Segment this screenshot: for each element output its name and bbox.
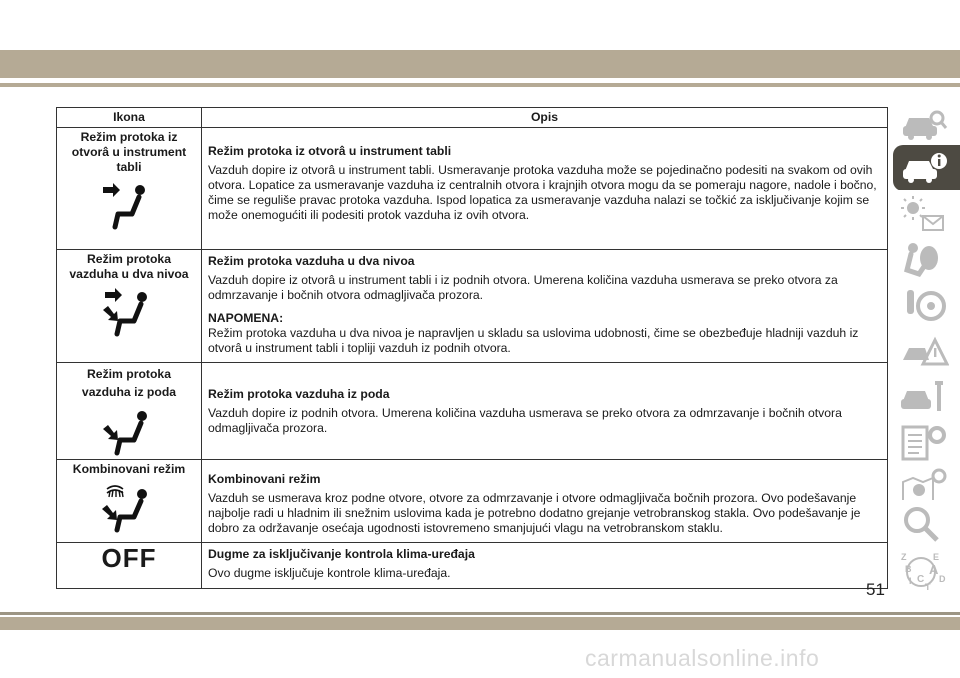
tab-search[interactable] (893, 500, 960, 546)
index-letter: C (917, 574, 925, 585)
row-text: Vazduh dopire iz otvorâ u instrument tabli. Usmeravanje protoka vazduha može se pojedinačno podesiti na svakom od ovih otvora. Lopatice za usmeravanje vazduha iz centralnih otvora i krajnjih otvora mogu da se pomeraju nagore, nadole i bočno, čime se reguliše pravac protoka vazduha. Ispod lopatica za usmeravanje vazduha nalazi se točkić za isključivanje kojim se može onemogućiti ili podesiti protok vazduha iz ovih otvora. (208, 163, 877, 222)
off-label: OFF (101, 543, 157, 573)
description-cell (202, 128, 888, 250)
page-number: 51 (866, 580, 885, 599)
alphabet-index-icon (899, 550, 949, 590)
note-text: Režim protoka vazduha u dva nivoa je napravljen u skladu sa uslovima udobnosti, čime se obezbeđuje hladniji vazduh iz otvorâ u instrument tabli i topliji vazduh iz podnih otvora. (208, 326, 859, 355)
icon-label: Režim protoka iz otvorâ u instrument tabli (71, 130, 187, 174)
icon-label: Režim protoka vazduha u dva nivoa (69, 252, 189, 281)
top-margin (0, 0, 960, 50)
mix-mode-icon (98, 483, 160, 533)
icon-cell (57, 543, 202, 589)
table-row (57, 363, 888, 460)
tab-warning-lights[interactable] (893, 190, 960, 236)
tab-car-tools[interactable] (893, 373, 960, 419)
header-description: Opis (202, 108, 888, 128)
checklist-gear-icon (899, 423, 949, 463)
index-letter: T (925, 582, 931, 590)
row-text: Vazduh dopire iz otvorâ u instrument tabli i iz podnih otvora. Umerena količina vazduha usmerava se preko otvora za odmrzavanje i bočnih otvora odmagljivača prozora. (208, 273, 838, 302)
tab-index[interactable] (893, 546, 960, 592)
row-title: Kombinovani režim (208, 472, 321, 486)
table-row (57, 250, 888, 363)
note-heading: NAPOMENA: (208, 311, 284, 325)
header-icon: Ikona (57, 108, 202, 128)
icon-label: Kombinovani režim (72, 462, 186, 476)
row-title: Režim protoka vazduha u dva nivoa (208, 254, 415, 268)
row-text: Ovo dugme isključuje kontrole klima-uređaja. (208, 566, 451, 580)
description-cell (202, 250, 888, 363)
index-letter: I (909, 576, 912, 586)
floor-mode-icon (99, 407, 159, 457)
tab-steering[interactable] (893, 282, 960, 328)
footer-band (0, 617, 960, 630)
description-cell (202, 543, 888, 589)
magnifier-icon (899, 504, 949, 544)
tab-road-hazard[interactable] (893, 328, 960, 374)
index-letter: A (929, 562, 939, 577)
table-header-row (57, 108, 888, 128)
table-row (57, 543, 888, 589)
car-info-icon (899, 149, 949, 189)
description-cell (202, 363, 888, 460)
tab-checklist[interactable] (893, 419, 960, 465)
row-text: Vazduh se usmerava kroz podne otvore, otvore za odmrzavanje i otvore odmagljivača bočnih prozora. Ovo podešavanje najbolje radi u hladnim ili snežnim uslovima kada je potrebno dodatno grejanje vetrobranskog stakla. Ovo podešavanje je dobro za održavanje osećaja ugodnosti istovremeno smanjujući vlagu na vetrobranskom staklu. (208, 491, 861, 535)
footer-rule (0, 612, 960, 615)
row-title: Dugme za isključivanje kontrola klima-uređaja (208, 547, 475, 561)
car-search-icon (899, 104, 949, 144)
panel-vent-mode-icon (99, 181, 159, 231)
description-cell (202, 460, 888, 543)
icon-cell (57, 250, 202, 363)
header-rule (0, 83, 960, 87)
table-row (57, 128, 888, 250)
icon-cell (57, 128, 202, 250)
index-letter: B (905, 564, 912, 574)
car-tools-icon (899, 377, 949, 417)
tab-airbag[interactable] (893, 236, 960, 282)
icon-cell (57, 363, 202, 460)
road-hazard-icon (899, 332, 949, 372)
warning-lights-mail-icon (899, 194, 949, 234)
row-text: Vazduh dopire iz podnih otvora. Umerena količina vazduha usmerava se preko otvora za odmrzavanje i bočnih otvora odmagljivača prozora. (208, 406, 842, 435)
steering-wheel-key-icon (899, 286, 949, 326)
header-band (0, 50, 960, 78)
icon-label: Režim protoka vazduha iz poda (81, 367, 177, 399)
watermark: carmanualsonline.info (585, 645, 820, 671)
climate-modes-table (56, 107, 888, 589)
icon-cell (57, 460, 202, 543)
bi-level-mode-icon (99, 288, 159, 338)
index-letter: E (933, 552, 940, 562)
row-title: Režim protoka vazduha iz poda (208, 387, 390, 401)
tab-car-search[interactable] (893, 100, 960, 146)
index-letter: Z (901, 552, 907, 562)
tab-car-info[interactable] (893, 145, 960, 191)
table-row (57, 460, 888, 543)
airbag-person-icon (899, 240, 949, 280)
index-letter: D (939, 574, 946, 584)
row-title: Režim protoka iz otvorâ u instrument tabli (208, 144, 452, 158)
